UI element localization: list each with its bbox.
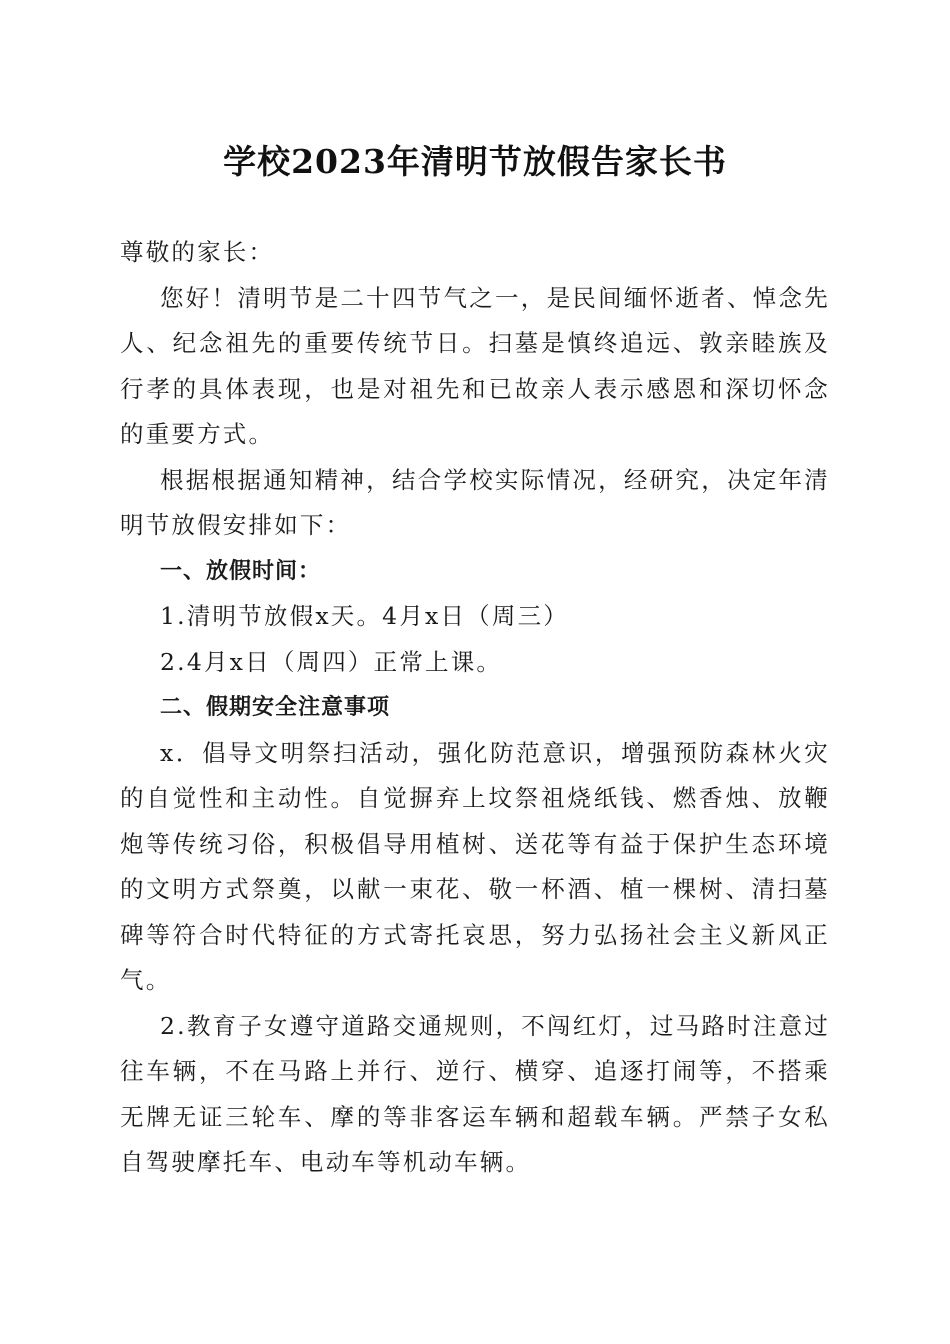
holiday-item: 1.清明节放假x天。4月x日（周三） — [160, 602, 569, 630]
document-body — [120, 230, 830, 1186]
holiday-item: 2.4月x日（周四）正常上课。 — [160, 647, 503, 676]
intro-paragraph: 您好！清明节是二十四节气之一，是民间缅怀逝者、悼念先人、纪念祖先的重要传统节日。扫墓是慎终追远、敦亲睦族及行孝的具体表现，也是对祖先和已故亲人表示感恩和深切怀念的重要方式。 — [120, 283, 830, 448]
salutation: 尊敬的家长： — [120, 238, 275, 266]
document-title: 学校2023年清明节放假告家长书 — [223, 142, 727, 181]
decision-paragraph: 根据根据通知精神，结合学校实际情况，经研究，决定年清明节放假安排如下： — [120, 465, 830, 539]
section-heading-holiday-time: 一、放假时间： — [160, 558, 322, 584]
section-heading-safety: 二、假期安全注意事项 — [160, 695, 391, 720]
safety-item: 2.教育子女遵守道路交通规则，不闯红灯，过马路时注意过往车辆，不在马路上并行、逆行、横穿、追逐打闹等，不搭乘无牌无证三轮车、摩的等非客运车辆和超载车辆。严禁子女私自驾驶摩托车、电动车等机动车辆。 — [120, 1011, 830, 1176]
safety-item: x．倡导文明祭扫活动，强化防范意识，增强预防森林火灾的自觉性和主动性。自觉摒弃上坟祭祖烧纸钱、燃香烛、放鞭炮等传统习俗，积极倡导用植树、送花等有益于保护生态环境的文明方式祭奠，以献一束花、敬一杯酒、植一棵树、清扫墓碑等符合时代特征的方式寄托哀思，努力弘扬社会主义新风正气。 — [120, 738, 830, 994]
